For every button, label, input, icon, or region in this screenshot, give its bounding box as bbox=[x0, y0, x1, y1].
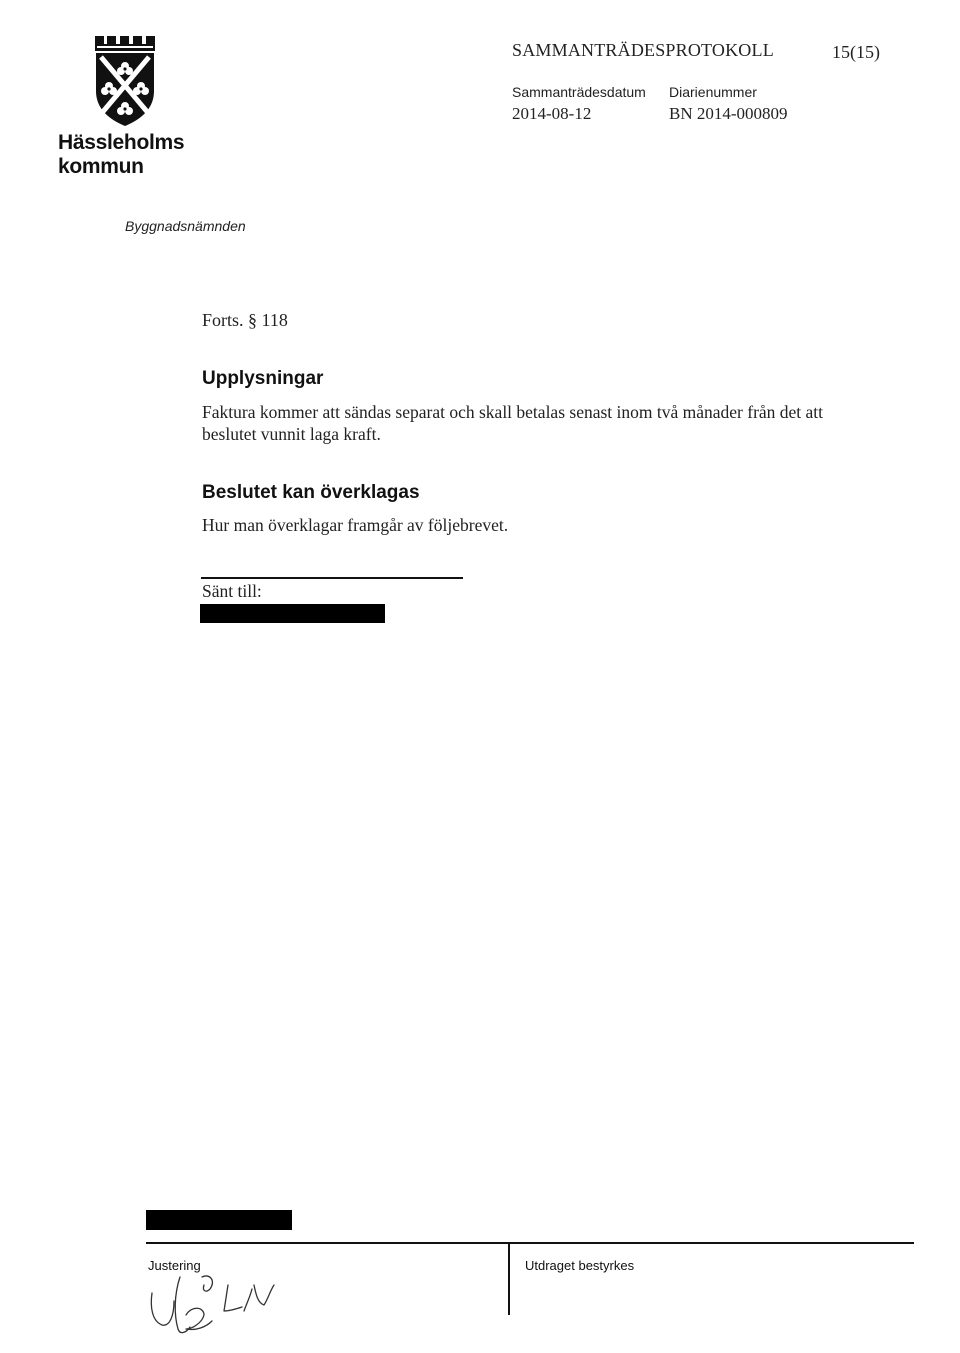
page-number: 15(15) bbox=[832, 42, 880, 62]
info-heading: Upplysningar bbox=[202, 368, 324, 389]
municipality-name-line1: Hässleholms bbox=[58, 131, 185, 154]
sent-to-label: Sänt till: bbox=[202, 581, 262, 601]
meeting-date-value: 2014-08-12 bbox=[512, 104, 592, 123]
document-title: SAMMANTRÄDESPROTOKOLL bbox=[512, 40, 774, 60]
registration-number-value: BN 2014-000809 bbox=[669, 104, 788, 123]
meeting-date-label: Sammanträdesdatum bbox=[512, 84, 646, 100]
continued-section-ref: Forts. § 118 bbox=[202, 310, 288, 330]
certified-extract-label: Utdraget bestyrkes bbox=[525, 1258, 635, 1273]
registration-number-label: Diarienummer bbox=[669, 84, 757, 100]
redacted-name-block bbox=[146, 1210, 292, 1230]
municipal-coat-of-arms-logo bbox=[93, 36, 157, 128]
review-label: Justering bbox=[148, 1258, 201, 1273]
redacted-recipient-block bbox=[200, 604, 385, 623]
footer-column-divider bbox=[508, 1243, 510, 1315]
handwritten-initials-signature bbox=[140, 1255, 285, 1340]
appeal-paragraph: Hur man överklagar framgår av följebrevet. bbox=[202, 515, 509, 535]
footer-divider bbox=[146, 1242, 914, 1244]
municipality-name-line2: kommun bbox=[58, 155, 144, 178]
info-paragraph: Faktura kommer att sändas separat och skall betalas senast inom två månader från det att beslutet vunnit laga kraft. bbox=[202, 402, 824, 444]
committee-name: Byggnadsnämnden bbox=[125, 218, 246, 234]
appeal-heading: Beslutet kan överklagas bbox=[202, 482, 420, 503]
sent-to-divider bbox=[201, 577, 463, 579]
